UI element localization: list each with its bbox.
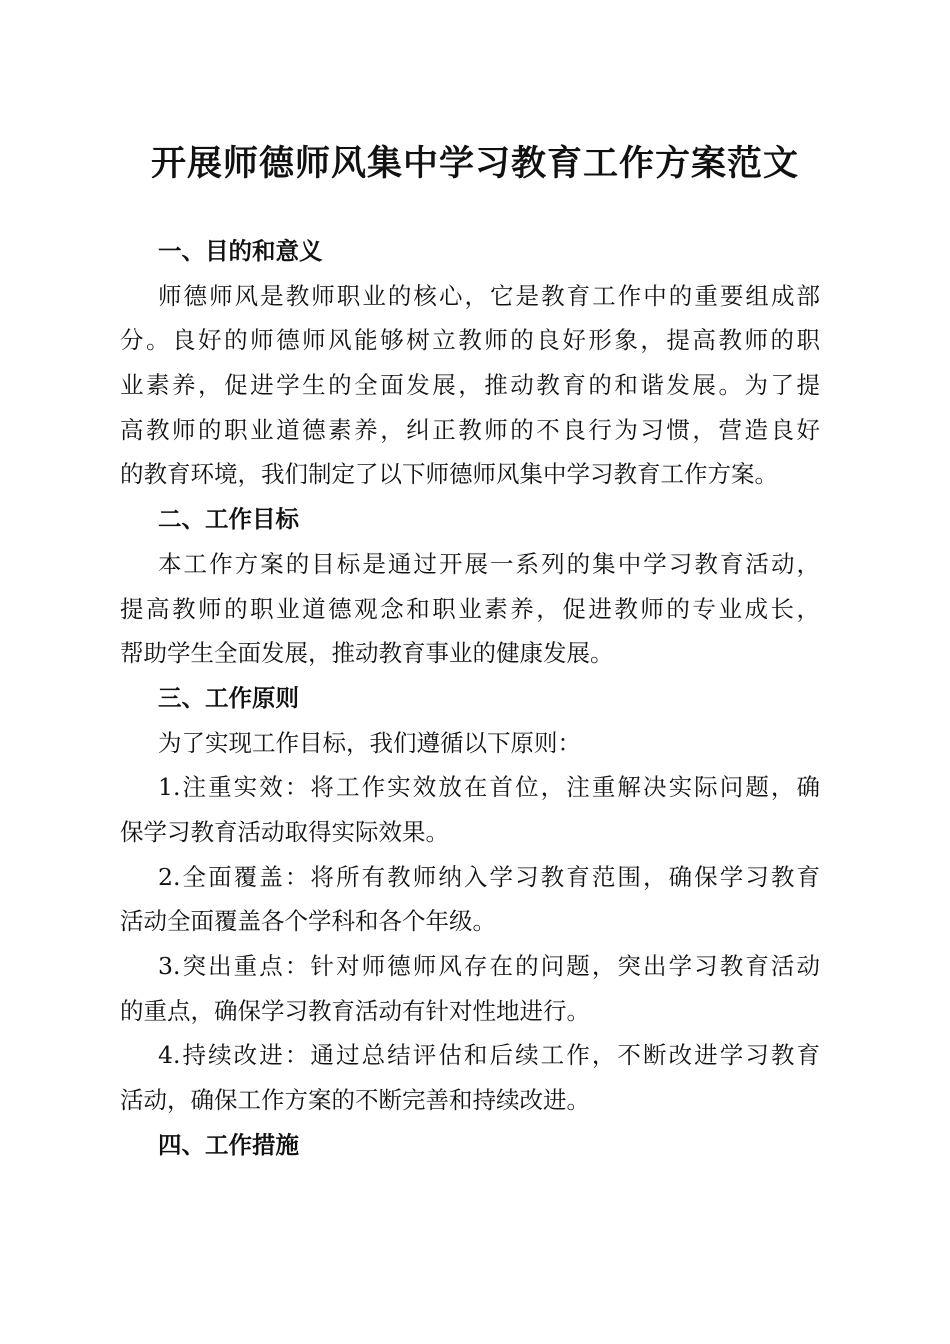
- paragraph: [120, 1033, 820, 1122]
- text-line: 业素养，促进学生的全面发展，推动教育的和谐发展。为了提: [120, 371, 820, 400]
- text-line: 高教师的职业道德素养，纠正教师的不良行为习惯，营造良好: [120, 415, 820, 444]
- paragraph: [120, 274, 820, 497]
- text-line: 的教育环境，我们制定了以下师德师风集中学习教育工作方案。: [120, 460, 778, 489]
- text-line: 保学习教育活动取得实际效果。: [120, 817, 449, 846]
- document-body: [120, 229, 820, 1167]
- text-line: 本工作方案的目标是通过开展一系列的集中学习教育活动，: [158, 549, 820, 578]
- paragraph: [120, 542, 820, 676]
- paragraph: [120, 944, 820, 1033]
- section-heading: [120, 497, 820, 542]
- heading-text: 三、工作原则: [158, 683, 299, 712]
- text-line: 3.突出重点：针对师德师风存在的问题，突出学习教育活动: [158, 952, 820, 980]
- text-line: 1.注重实效：将工作实效放在首位，注重解决实际问题，确: [158, 773, 820, 802]
- section-heading: [120, 229, 820, 274]
- text-line: 帮助学生全面发展，推动教育事业的健康发展。: [120, 639, 614, 668]
- paragraph: [120, 855, 820, 944]
- text-line: 分。良好的师德师风能够树立教师的良好形象，提高教师的职: [120, 326, 820, 355]
- document-title: 开展师德师风集中学习教育工作方案范文: [150, 143, 799, 184]
- paragraph: [120, 765, 820, 854]
- heading-text: 四、工作措施: [158, 1130, 299, 1159]
- heading-text: 二、工作目标: [158, 505, 299, 534]
- text-line: 活动全面覆盖各个学科和各个年级。: [120, 907, 496, 936]
- text-line: 师德师风是教师职业的核心，它是教育工作中的重要组成部: [158, 281, 820, 310]
- section-heading: [120, 676, 820, 721]
- text-line: 4.持续改进：通过总结评估和后续工作，不断改进学习教育: [158, 1041, 820, 1070]
- text-line: 为了实现工作目标，我们遵循以下原则：: [158, 728, 581, 757]
- text-line: 2.全面覆盖：将所有教师纳入学习教育范围，确保学习教育: [158, 862, 820, 891]
- paragraph: [120, 721, 820, 766]
- text-line: 的重点，确保学习教育活动有针对性地进行。: [120, 996, 590, 1025]
- text-line: 活动，确保工作方案的不断完善和持续改进。: [120, 1086, 590, 1115]
- section-heading: [120, 1123, 820, 1168]
- heading-text: 一、目的和意义: [158, 237, 323, 265]
- text-line: 提高教师的职业道德观念和职业素养，促进教师的专业成长，: [120, 594, 820, 623]
